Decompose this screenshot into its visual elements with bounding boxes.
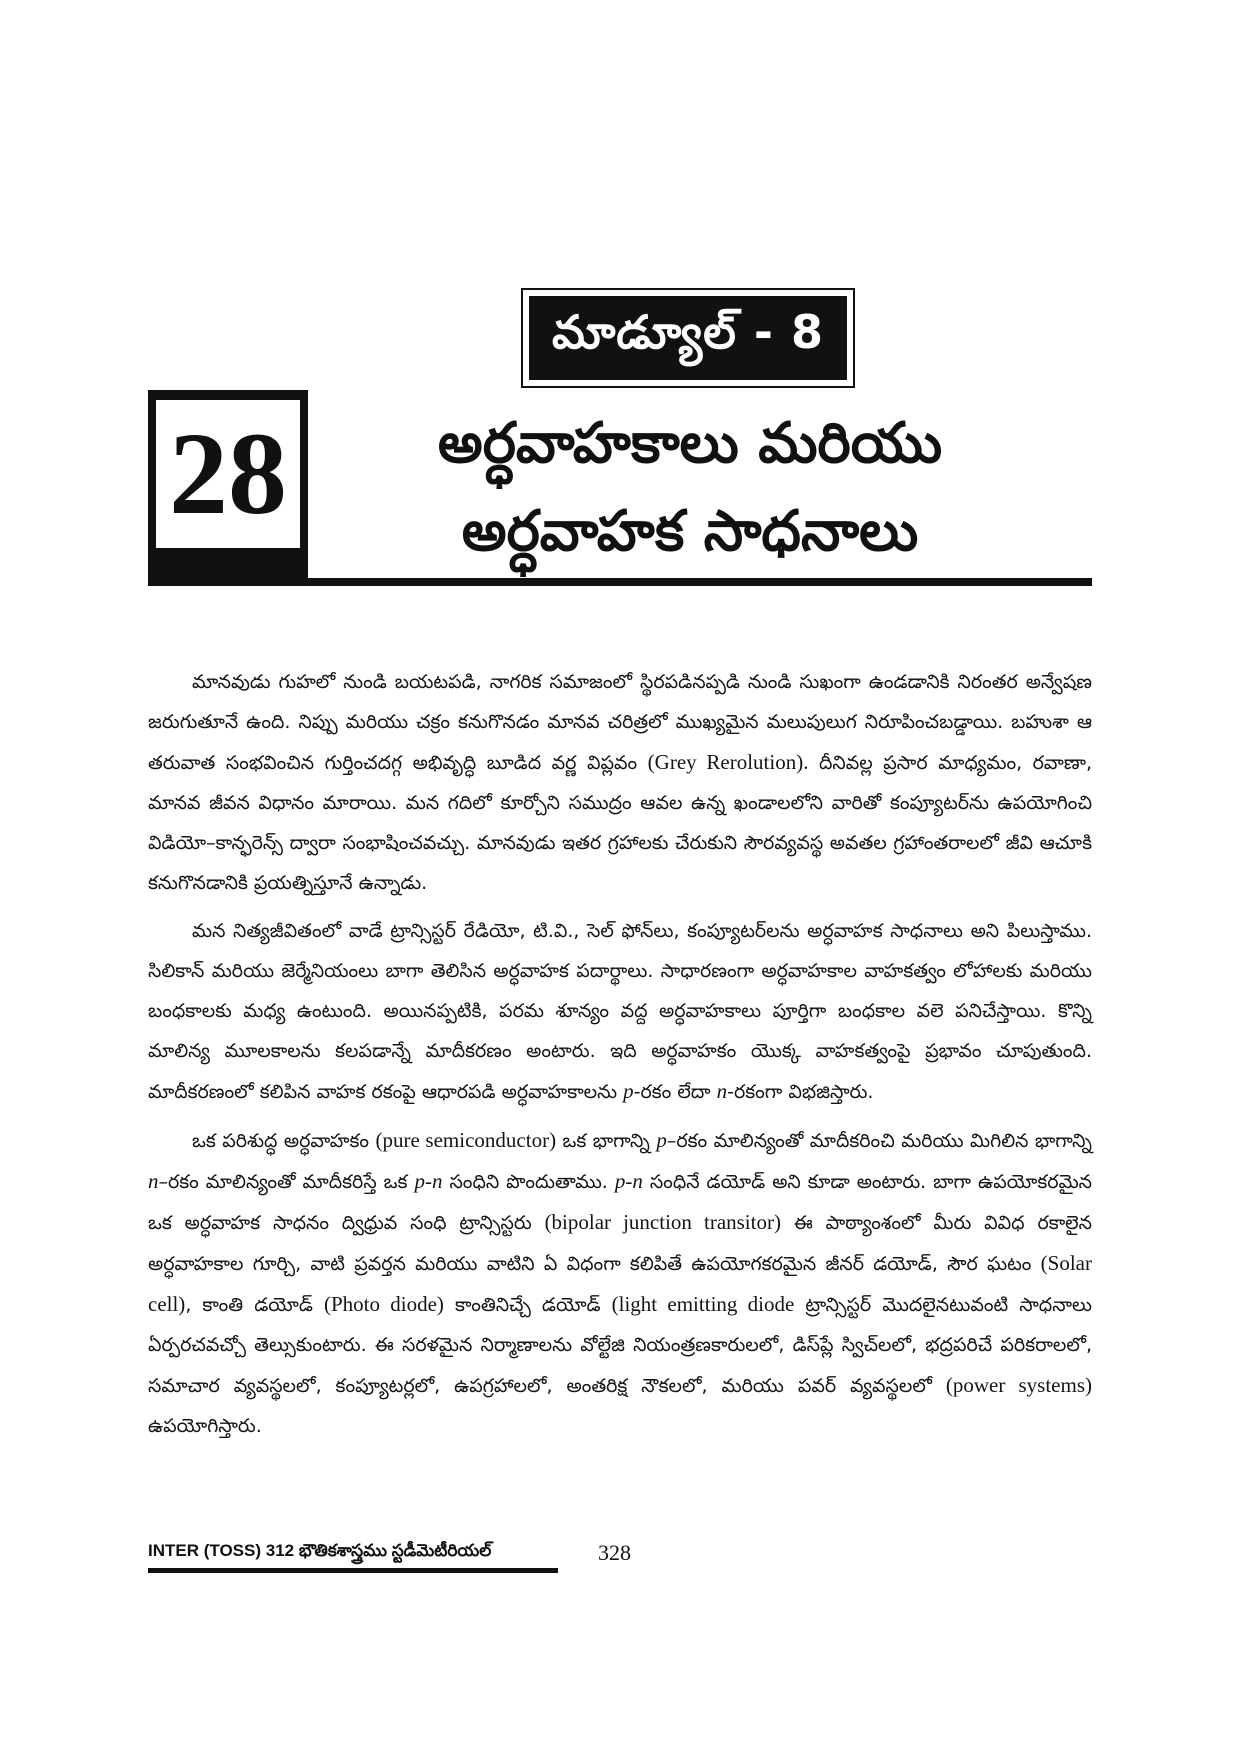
p-type-symbol: p bbox=[623, 1079, 634, 1103]
chapter-number: 28 bbox=[156, 400, 300, 548]
paragraph-3-latin-4: (Photo diode) bbox=[323, 1292, 444, 1316]
p-type-symbol: p bbox=[656, 1128, 667, 1152]
page-number: 328 bbox=[598, 1540, 631, 1565]
paragraph-3-j: ట్రాన్సిస్టర్ మొదలైనటువంటి సాధనాలు ఏర్పరచవచ్చో తెల్సుకుంటారు. ఈ సరళమైన నిర్మాణాలను వోల్టేజి నియంత్రణకారులలో, డిస్‌ప్లే స్విచ్‌లలో, భద్రపరిచే పరికరాలలో, సమాచార వ్యవస్థలలో, కంప్యూటర్లలో, ఉపగ్రహాలలో, అంతరిక్ష నౌకలలో, మరియు పవర్ వ్యవస్థలలో bbox=[148, 1294, 1092, 1397]
paragraph-3-a: ఒక పరిశుద్ధ అర్ధవాహకం bbox=[192, 1130, 370, 1152]
n-type-symbol: n bbox=[716, 1079, 728, 1103]
chapter-title-line-1: అర్ధవాహకాలు మరియు bbox=[437, 411, 943, 476]
title-divider bbox=[148, 578, 1092, 586]
paragraph-2-end: -రకంగా విభజిస్తారు. bbox=[727, 1081, 874, 1103]
chapter-title bbox=[320, 400, 1060, 576]
paragraph-1-text: మానవుడు గుహలో నుండి బయటపడి, నాగరిక సమాజంలో స్థిరపడినప్పడి నుండి సుఖంగా ఉండడానికి నిరంతర అన్వేషణ జరుగుతూనే ఉంది. నిప్పు మరియు చక్రం కనుగొనడం మానవ చరిత్రలో ముఖ్యమైన మలుపులుగ నిరూపించబడ్డాయి. బహుశా ఆ తరువాత సంభవించిన గుర్తించదగ్గ అభివృద్ధి బూడిద వర్ణ విప్లవం bbox=[148, 671, 1092, 774]
module-label: మాడ్యూల్ - 8 bbox=[529, 296, 847, 380]
module-label-box bbox=[521, 288, 855, 388]
paragraph-1-continued: దీనివల్ల ప్రసార మాధ్యమం, రవాణా, మానవ జీవన విధానం మారాయి. మన గదిలో కూర్చోని సముద్రం ఆవల ఉన్న ఖండాలలోని వారితో కంప్యూటర్‌ను ఉపయోగించి విడియో–కాన్ఫరెన్స్ ద్వారా సంభాషించవచ్చు. మానవుడు ఇతర గ్రహాలకు చేరుకుని సౌరవ్యవస్థ అవతల గ్రహాంతరాలలో జీవి ఆచూకి కనుగొనడానికి ప్రయత్నిస్తూనే ఉన్నాడు. bbox=[148, 752, 1093, 894]
pn-junction-symbol: p-n bbox=[614, 1169, 643, 1193]
paragraph-3-b: ఒక భాగాన్ని bbox=[562, 1130, 650, 1152]
paragraph-3-e: సంధిని పొందుతాము. bbox=[449, 1171, 608, 1193]
paragraph-1 bbox=[148, 662, 1092, 903]
paragraph-3-latin-1: (pure semiconductor) bbox=[375, 1128, 557, 1152]
footer-label: INTER (TOSS) 312 భౌతికశాస్త్రము స్టడీమెటీరియల్ bbox=[148, 1541, 492, 1560]
paragraph-3-latin-6: (power systems) bbox=[945, 1373, 1092, 1397]
paragraph-3-latin-3: (Solar cell) bbox=[148, 1251, 1092, 1316]
pn-junction-symbol: p-n bbox=[414, 1169, 443, 1193]
paragraph-1-latin: (Grey Rerolution). bbox=[647, 750, 809, 774]
paragraph-3-latin-2: (bipolar junction transitor) bbox=[544, 1210, 781, 1234]
paragraph-3-i: కాంతినిచ్చే డయోడ్ bbox=[454, 1294, 601, 1316]
paragraph-3-d: –రకం మాలిన్యంతో మాదీకరిస్తే ఒక bbox=[158, 1171, 408, 1193]
paragraph-3-k: ఉపయోగిస్తారు. bbox=[148, 1415, 262, 1437]
paragraph-3-f: సంధినే డయోడ్ అని కూడా అంటారు. బాగా ఉపయోకరమైన ఒక అర్ధవాహక సాధనం ద్విధ్రువ సంధి ట్రాన్సిస్టరు bbox=[148, 1171, 1093, 1234]
footer-divider bbox=[148, 1568, 558, 1573]
body-text bbox=[148, 662, 1092, 1454]
n-type-symbol: n bbox=[148, 1169, 159, 1193]
paragraph-3-c: –రకం మాలిన్యంతో మాదీకరించి మరియు మిగిలిన భాగాన్ని bbox=[666, 1130, 1092, 1152]
chapter-number-block bbox=[148, 390, 308, 586]
paragraph-2 bbox=[148, 911, 1092, 1112]
paragraph-3-g: ఈ పాఠ్యాంశంలో మీరు వివిధ రకాలైన అర్ధవాహకాల గూర్చి, వాటి ప్రవర్తన మరియు వాటిని ఏ విధంగా కలిపితే ఉపయోగకరమైన జీనర్ డయోడ్, సౌర ఘటం bbox=[148, 1212, 1092, 1275]
paragraph-3-latin-5: (light emitting diode bbox=[611, 1292, 795, 1316]
paragraph-3 bbox=[148, 1120, 1092, 1446]
paragraph-2-mid: -రకం లేదా bbox=[633, 1081, 711, 1103]
chapter-title-line-2: అర్ధవాహక సాధనాలు bbox=[461, 499, 919, 564]
paragraph-3-h: , కాంతి డయోడ్ bbox=[185, 1294, 313, 1316]
paragraph-2-text: మన నిత్యజీవితంలో వాడే ట్రాన్సిస్టర్ రేడియో, టి.వి., సెల్ ఫోన్‌లు, కంప్యూటర్‌లను అర్ధవాహక సాధనాలు అని పిలుస్తాము. సిలికాన్ మరియు జెర్మేనియంలు బాగా తెలిసిన అర్ధవాహక పదార్థాలు. సాధారణంగా అర్ధవాహకాల వాహకత్వం లోహాలకు మరియు బంధకాలకు మధ్య ఉంటుంది. అయినప్పటికి, పరమ శూన్యం వద్ద అర్ధవాహకాలు పూర్తిగా బంధకాల వలె పనిచేస్తాయి. కొన్ని మాలిన్య మూలకాలను కలపడాన్నే మాదీకరణం అంటారు. ఇది అర్ధవాహకం యొక్క వాహకత్వంపై ప్రభావం చూపుతుంది. మాదీకరణంలో కలిపిన వాహక రకంపై ఆధారపడి అర్ధవాహకాలను bbox=[148, 920, 1092, 1103]
